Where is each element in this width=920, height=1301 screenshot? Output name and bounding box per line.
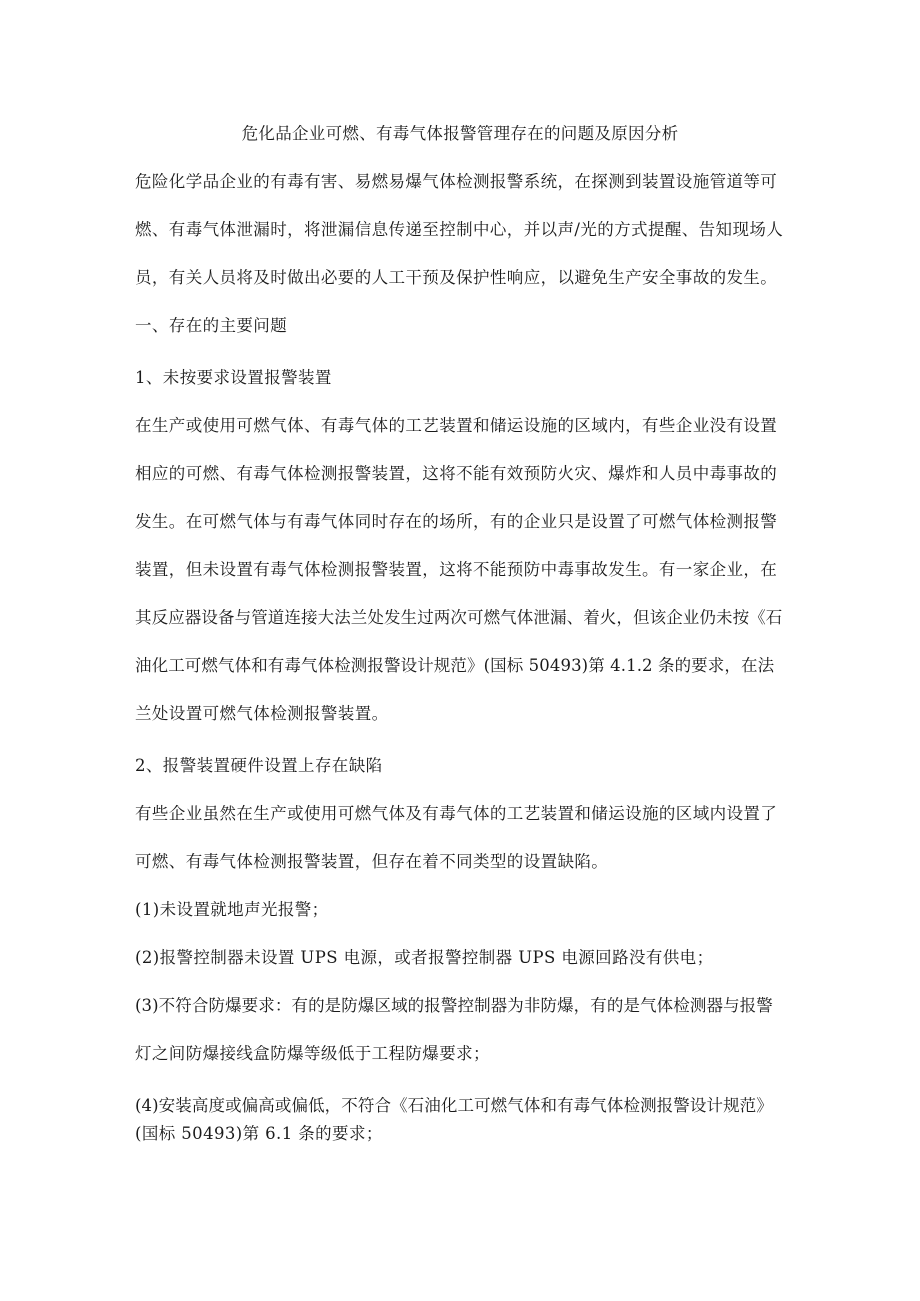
intro-line-2: 燃、有毒气体泄漏时，将泄漏信息传递至控制中心，并以声/光的方式提醒、告知现场人 bbox=[135, 220, 784, 239]
item1-line-4: 装置，但未设置有毒气体检测报警装置，这将不能预防中毒事故发生。有一家企业，在 bbox=[135, 560, 778, 579]
defect-item-1: (1)未设置就地声光报警； bbox=[135, 900, 329, 919]
defect-item-2: (2)报警控制器未设置 UPS 电源，或者报警控制器 UPS 电源回路没有供电； bbox=[135, 948, 714, 967]
section-heading-main-problems: 一、存在的主要问题 bbox=[135, 316, 288, 335]
item1-line-1: 在生产或使用可燃气体、有毒气体的工艺装置和储运设施的区域内，有些企业没有设置 bbox=[135, 416, 778, 435]
item1-line-6: 油化工可燃气体和有毒气体检测报警设计规范》(国标 50493)第 4.1.2 条的要求，在法 bbox=[135, 656, 775, 675]
item1-line-7: 兰处设置可燃气体检测报警装置。 bbox=[135, 704, 389, 723]
defect-item-4-line-1: (4)安装高度或偏高或偏低，不符合《石油化工可燃气体和有毒气体检测报警设计规范》 bbox=[135, 1096, 773, 1115]
defect-item-3-line-2: 灯之间防爆接线盒防爆等级低于工程防爆要求； bbox=[135, 1044, 490, 1063]
defect-item-3-line-1: (3)不符合防爆要求：有的是防爆区域的报警控制器为非防爆，有的是气体检测器与报警 bbox=[135, 996, 773, 1015]
item-heading-2: 2、报警装置硬件设置上存在缺陷 bbox=[135, 756, 383, 775]
item2-line-2: 可燃、有毒气体检测报警装置，但存在着不同类型的设置缺陷。 bbox=[135, 852, 609, 871]
intro-line-3: 员，有关人员将及时做出必要的人工干预及保护性响应，以避免生产安全事故的发生。 bbox=[135, 268, 778, 287]
item1-line-5: 其反应器设备与管道连接大法兰处发生过两次可燃气体泄漏、着火，但该企业仍未按《石 bbox=[135, 608, 783, 627]
item1-line-3: 发生。在可燃气体与有毒气体同时存在的场所，有的企业只是设置了可燃气体检测报警 bbox=[135, 512, 778, 531]
document-title: 危化品企业可燃、有毒气体报警管理存在的问题及原因分析 bbox=[241, 124, 679, 143]
item2-line-1: 有些企业虽然在生产或使用可燃气体及有毒气体的工艺装置和储运设施的区域内设置了 bbox=[135, 804, 778, 823]
intro-line-1: 危险化学品企业的有毒有害、易燃易爆气体检测报警系统，在探测到装置设施管道等可 bbox=[135, 172, 778, 191]
defect-item-4-line-2: (国标 50493)第 6.1 条的要求； bbox=[135, 1124, 383, 1143]
item1-line-2: 相应的可燃、有毒气体检测报警装置，这将不能有效预防火灾、爆炸和人员中毒事故的 bbox=[135, 464, 778, 483]
item-heading-1: 1、未按要求设置报警装置 bbox=[135, 368, 332, 387]
